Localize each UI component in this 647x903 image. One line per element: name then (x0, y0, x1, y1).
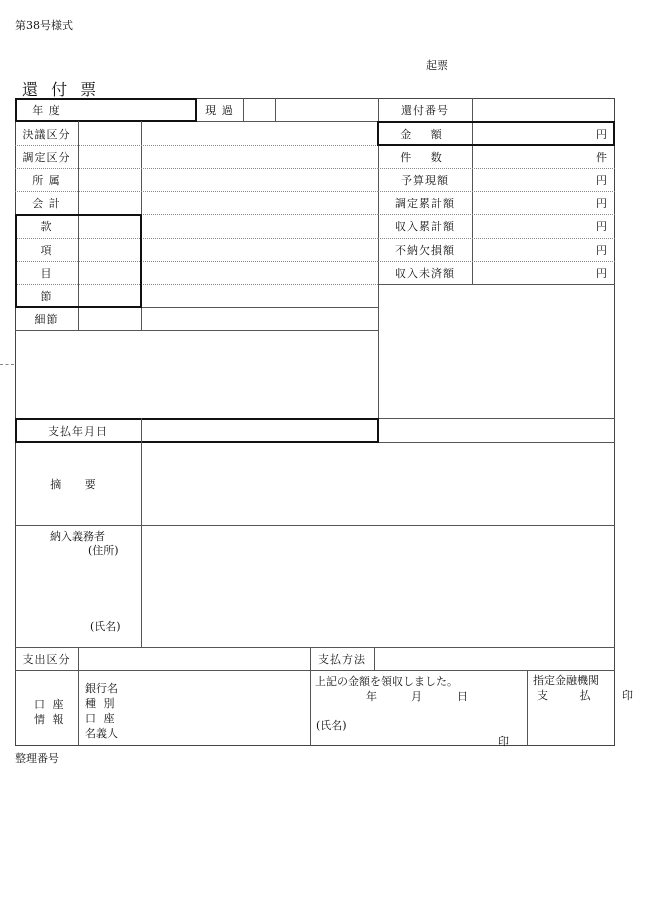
kensu-label: 件 数 (400, 150, 450, 164)
nonyu-gimusha-label: 納入義務者 (50, 530, 105, 543)
receipt-seal-label: 印 (498, 735, 509, 748)
nendo-label: 年 度 (32, 103, 61, 117)
shishutsu-kubun-field[interactable] (80, 649, 308, 668)
shunyu-misai-field[interactable]: 円 (596, 266, 607, 280)
shozoku-label: 所 属 (32, 173, 61, 187)
receipt-year: 年 (366, 690, 377, 703)
shunyu-ruikei-field[interactable]: 円 (596, 220, 607, 233)
kaikei-label: 会 計 (32, 196, 61, 210)
kou-label: 項 (40, 243, 53, 257)
shishutsu-kubun-label: 支出区分 (22, 652, 71, 666)
tekiyo-field[interactable] (143, 444, 613, 523)
kihyo-label: 起票 (426, 59, 448, 72)
genka-label: 現 過 (205, 103, 234, 117)
kaikei-field[interactable] (79, 192, 140, 213)
bank-name-label: 銀行名 (85, 682, 118, 695)
receipt-month: 月 (411, 690, 422, 703)
shozoku-field[interactable] (79, 169, 140, 190)
shiharai-hoho-field[interactable] (376, 649, 613, 668)
nendo-field[interactable] (80, 99, 194, 120)
nonyu-gimusha-field[interactable] (143, 527, 613, 645)
account-holder-label: 名義人 (85, 727, 118, 740)
account-number-label: 口 座 (85, 712, 117, 725)
funo-kesson-field[interactable]: 円 (596, 243, 607, 257)
setsu-label: 節 (40, 289, 53, 303)
account-type-label: 種 別 (85, 697, 117, 710)
koza-field[interactable] (130, 672, 308, 744)
tekiyo-label: 摘 要 (50, 477, 106, 491)
shiharai-date-label: 支払年月日 (48, 424, 108, 438)
form-number: 第38号様式 (15, 19, 73, 32)
chotei-ruikei-label: 調定累計額 (395, 196, 455, 210)
ketsugi-kubun-label: 決議区分 (22, 127, 71, 141)
nonyu-address-label: (住所) (88, 544, 119, 557)
kingaku-label: 金 額 (400, 127, 450, 141)
chotei-kubun-label: 調定区分 (22, 150, 71, 164)
chotei-ruikei-field[interactable]: 円 (596, 196, 607, 210)
funo-kesson-label: 不納欠損額 (395, 243, 455, 257)
saisetsu-label: 細節 (34, 312, 59, 326)
bank-seal-line1: 指定金融機関 (533, 674, 599, 687)
shunyu-misai-label: 収入未済額 (395, 266, 455, 280)
shiharai-date-field[interactable] (143, 420, 376, 441)
kanpu-bango-label: 還付番号 (401, 103, 449, 117)
nonyu-name-label: (氏名) (90, 620, 121, 633)
koza-label-1: 口 座 (34, 698, 66, 711)
koza-label-2: 情 報 (34, 713, 66, 726)
ketsugi-kubun-field[interactable] (79, 123, 140, 144)
seiri-bango-label: 整理番号 (15, 752, 59, 765)
kensu-field[interactable]: 件 (596, 150, 607, 164)
kingaku-field[interactable]: 円 (596, 127, 607, 141)
form-title: 還 付 票 (22, 80, 101, 99)
receipt-text: 上記の金額を領収しました。 (315, 675, 458, 688)
fold-mark (0, 364, 14, 365)
kanpu-bango-field[interactable] (473, 99, 613, 120)
yosan-gengaku-field[interactable]: 円 (596, 173, 607, 187)
shunyu-ruikei-label: 収入累計額 (395, 220, 455, 233)
chotei-kubun-field[interactable] (79, 146, 140, 167)
bank-seal-line2: 支 払 印 (537, 689, 647, 702)
moku-label: 目 (40, 266, 53, 280)
receipt-name-label: (氏名) (316, 719, 347, 732)
kan-label: 款 (40, 220, 53, 233)
genka-field[interactable] (244, 99, 274, 120)
shiharai-hoho-label: 支払方法 (318, 652, 366, 666)
yosan-gengaku-label: 予算現額 (401, 173, 449, 187)
receipt-day: 日 (457, 690, 468, 703)
